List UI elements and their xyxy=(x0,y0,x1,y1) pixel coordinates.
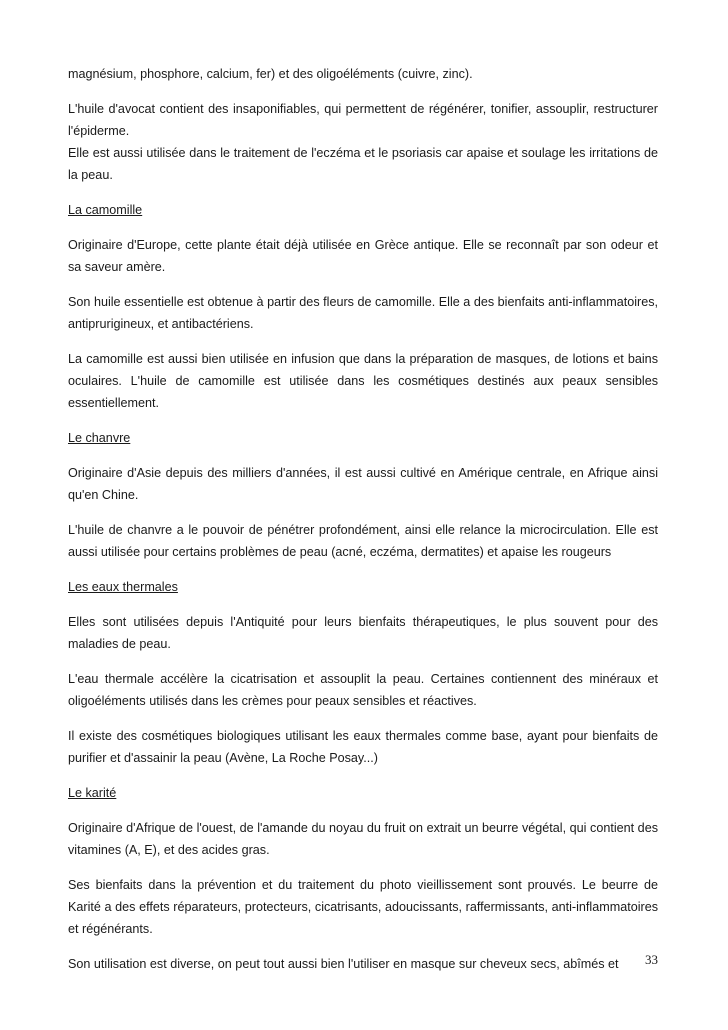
paragraph: Originaire d'Asie depuis des milliers d'années, il est aussi cultivé en Amérique centrale, en Afrique ainsi qu'en Chine. xyxy=(68,466,658,502)
section-heading: La camomille xyxy=(68,203,143,217)
paragraph: Originaire d'Afrique de l'ouest, de l'amande du noyau du fruit on extrait un beurre végétal, qui contient des vitamines (A, E), et des acides gras. xyxy=(68,821,658,857)
paragraph: Elle est aussi utilisée dans le traitement de l'eczéma et le psoriasis car apaise et soulage les irritations de la peau. xyxy=(68,146,658,182)
paragraph: Ses bienfaits dans la prévention et du traitement du photo vieillissement sont prouvés. Le beurre de Karité a des effets réparateurs, protecteurs, cicatrisants, adoucissants, raffermissants, anti-inflammatoires et régénérants. xyxy=(68,878,658,936)
paragraph: Il existe des cosmétiques biologiques utilisant les eaux thermales comme base, ayant pour bienfaits de purifier et d'assainir la peau (Avène, La Roche Posay...) xyxy=(68,729,658,765)
paragraph: L'huile d'avocat contient des insaponifiables, qui permettent de régénérer, tonifier, assouplir, restructurer l'épiderme. xyxy=(68,102,658,138)
section-heading: Le chanvre xyxy=(68,431,131,445)
paragraph: Son huile essentielle est obtenue à partir des fleurs de camomille. Elle a des bienfaits anti-inflammatoires, antiprurigineux, et antibactériens. xyxy=(68,295,658,331)
document-body xyxy=(68,63,658,988)
page-number: 33 xyxy=(645,952,658,967)
paragraph: magnésium, phosphore, calcium, fer) et des oligoéléments (cuivre, zinc). xyxy=(68,67,473,81)
section-heading: Les eaux thermales xyxy=(68,580,178,594)
paragraph: Son utilisation est diverse, on peut tout aussi bien l'utiliser en masque sur cheveux secs, abîmés et xyxy=(68,957,619,971)
paragraph: Elles sont utilisées depuis l'Antiquité pour leurs bienfaits thérapeutiques, le plus souvent pour des maladies de peau. xyxy=(68,615,658,651)
paragraph: L'huile de chanvre a le pouvoir de pénétrer profondément, ainsi elle relance la microcirculation. Elle est aussi utilisée pour certains problèmes de peau (acné, eczéma, dermatites) et apaise les rougeurs xyxy=(68,523,658,559)
paragraph: L'eau thermale accélère la cicatrisation et assouplit la peau. Certaines contiennent des minéraux et oligoéléments utilisés dans les crèmes pour peaux sensibles et réactives. xyxy=(68,672,658,708)
paragraph: Originaire d'Europe, cette plante était déjà utilisée en Grèce antique. Elle se reconnaît par son odeur et sa saveur amère. xyxy=(68,238,658,274)
paragraph: La camomille est aussi bien utilisée en infusion que dans la préparation de masques, de lotions et bains oculaires. L'huile de camomille est utilisée dans les cosmétiques destinés aux peaux sensibles essentiellement. xyxy=(68,352,658,410)
section-heading: Le karité xyxy=(68,786,117,800)
